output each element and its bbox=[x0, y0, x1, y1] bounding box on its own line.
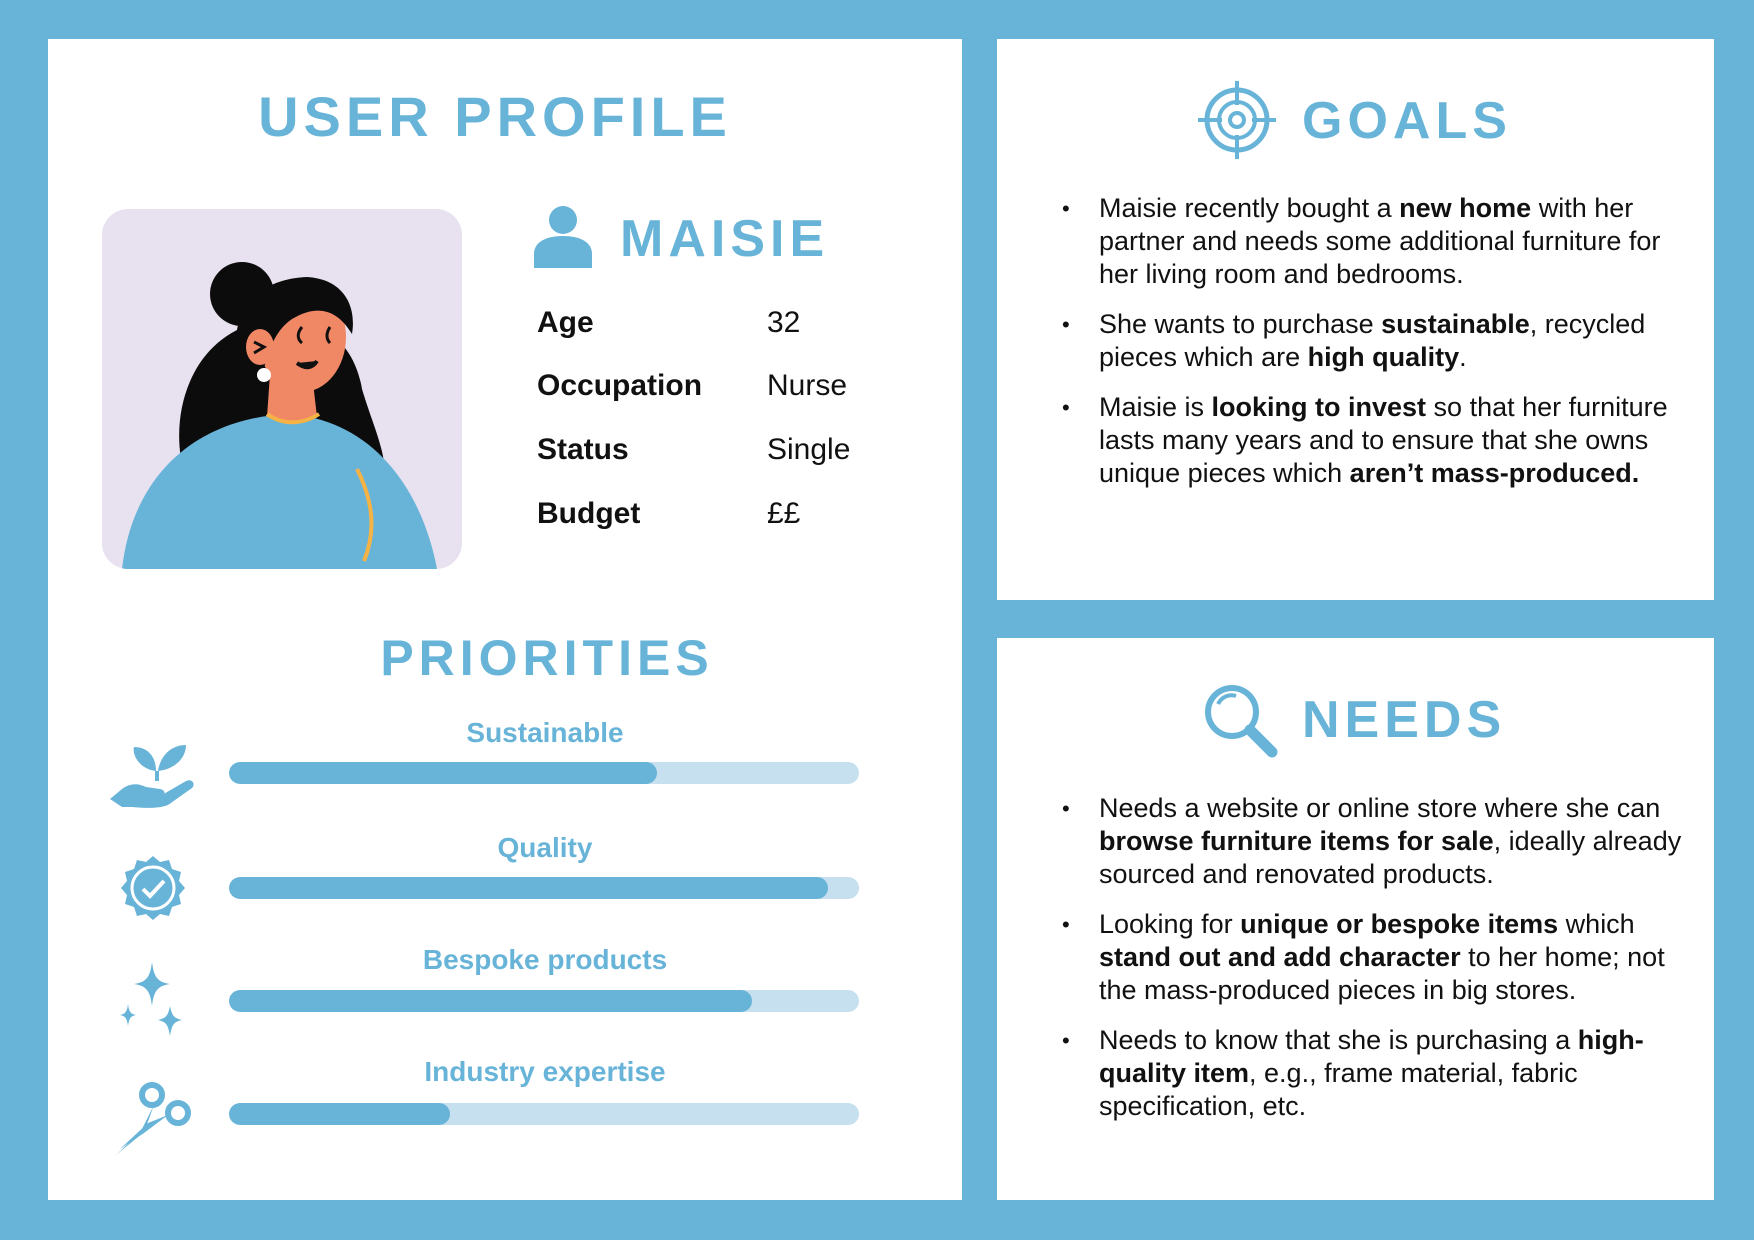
bullet-item bbox=[1062, 391, 1682, 490]
text: Maisie is bbox=[1099, 392, 1212, 422]
detail-value: Single bbox=[767, 433, 851, 466]
priority-bar-industry-expertise bbox=[229, 1103, 859, 1125]
priority-label-industry-expertise: Industry expertise bbox=[424, 1056, 666, 1087]
text: , recycled pieces which are bbox=[1099, 309, 1646, 372]
detail-row-status bbox=[537, 433, 917, 473]
profile-title: USER PROFILE bbox=[258, 85, 732, 148]
priority-label-sustainable: Sustainable bbox=[466, 717, 624, 748]
priority-bar-fill bbox=[229, 1103, 450, 1125]
priority-bar-quality bbox=[229, 877, 859, 899]
priorities-title: PRIORITIES bbox=[380, 630, 714, 686]
detail-value: ££ bbox=[767, 497, 801, 530]
goals-title: GOALS bbox=[1302, 92, 1512, 150]
goals-list bbox=[1062, 192, 1682, 507]
text: which bbox=[1558, 909, 1635, 939]
magnifier-icon bbox=[1202, 682, 1278, 758]
bold-text: sustainable bbox=[1381, 309, 1530, 339]
plant-in-hand-icon bbox=[108, 729, 198, 809]
detail-value: Nurse bbox=[767, 369, 848, 402]
avatar bbox=[102, 209, 462, 569]
text: Maisie recently bought a bbox=[1099, 193, 1400, 223]
text: to her home; not the mass-produced pieces in big stores. bbox=[1099, 942, 1665, 1005]
priority-bar-fill bbox=[229, 762, 657, 784]
bullet-item bbox=[1062, 192, 1682, 291]
text: Needs a website or online store where she can bbox=[1099, 793, 1661, 823]
priority-bar-fill bbox=[229, 877, 828, 899]
priority-bar-sustainable bbox=[229, 762, 859, 784]
bullet-item bbox=[1062, 792, 1682, 891]
bold-text: looking to invest bbox=[1211, 392, 1427, 422]
priority-bar-fill bbox=[229, 990, 752, 1012]
user-name: MAISIE bbox=[620, 210, 830, 268]
bold-text: new home bbox=[1399, 193, 1532, 223]
bullet-item bbox=[1062, 308, 1682, 374]
needs-panel bbox=[997, 638, 1714, 1200]
user-profile-panel bbox=[48, 39, 962, 1200]
text: with her partner and needs some additional furniture for her living room and bedrooms. bbox=[1099, 193, 1661, 289]
bullet-item bbox=[1062, 908, 1682, 1007]
bold-text: stand out and add character bbox=[1099, 942, 1461, 972]
priority-label-quality: Quality bbox=[497, 832, 593, 863]
detail-value: 32 bbox=[767, 306, 801, 339]
detail-row-budget bbox=[537, 497, 917, 537]
goals-panel bbox=[997, 39, 1714, 600]
needs-title: NEEDS bbox=[1302, 691, 1507, 749]
scissors-icon bbox=[108, 1079, 198, 1159]
priority-bar-bespoke-products bbox=[229, 990, 859, 1012]
woman-portrait-illustration bbox=[102, 209, 462, 569]
detail-label: Occupation bbox=[537, 369, 703, 402]
bold-text: browse furniture items for sale bbox=[1099, 826, 1494, 856]
bullet-item bbox=[1062, 1024, 1682, 1123]
target-icon bbox=[1198, 81, 1276, 159]
bold-text: high-quality item bbox=[1099, 1025, 1644, 1088]
detail-label: Budget bbox=[537, 497, 641, 530]
priority-label-bespoke-products: Bespoke products bbox=[422, 944, 668, 975]
text: so that her furniture lasts many years and to ensure that she owns unique pieces which bbox=[1099, 392, 1668, 488]
text: , ideally already sourced and renovated products. bbox=[1099, 826, 1682, 889]
person-icon bbox=[532, 204, 594, 268]
detail-label: Status bbox=[537, 433, 629, 466]
text: Looking for bbox=[1099, 909, 1241, 939]
text: , e.g., frame material, fabric specification, etc. bbox=[1099, 1058, 1578, 1121]
bold-text: high quality bbox=[1307, 342, 1460, 372]
text: . bbox=[1459, 342, 1467, 372]
text: Needs to know that she is purchasing a bbox=[1099, 1025, 1578, 1055]
text: She wants to purchase bbox=[1099, 309, 1382, 339]
detail-row-age bbox=[537, 306, 917, 346]
needs-list bbox=[1062, 792, 1682, 1140]
bold-text: aren’t mass-produced. bbox=[1349, 458, 1640, 488]
quality-badge-icon bbox=[108, 852, 198, 932]
sparkles-icon bbox=[108, 960, 198, 1040]
detail-row-occupation bbox=[537, 369, 917, 409]
detail-label: Age bbox=[537, 306, 594, 339]
bold-text: unique or bespoke items bbox=[1240, 909, 1559, 939]
